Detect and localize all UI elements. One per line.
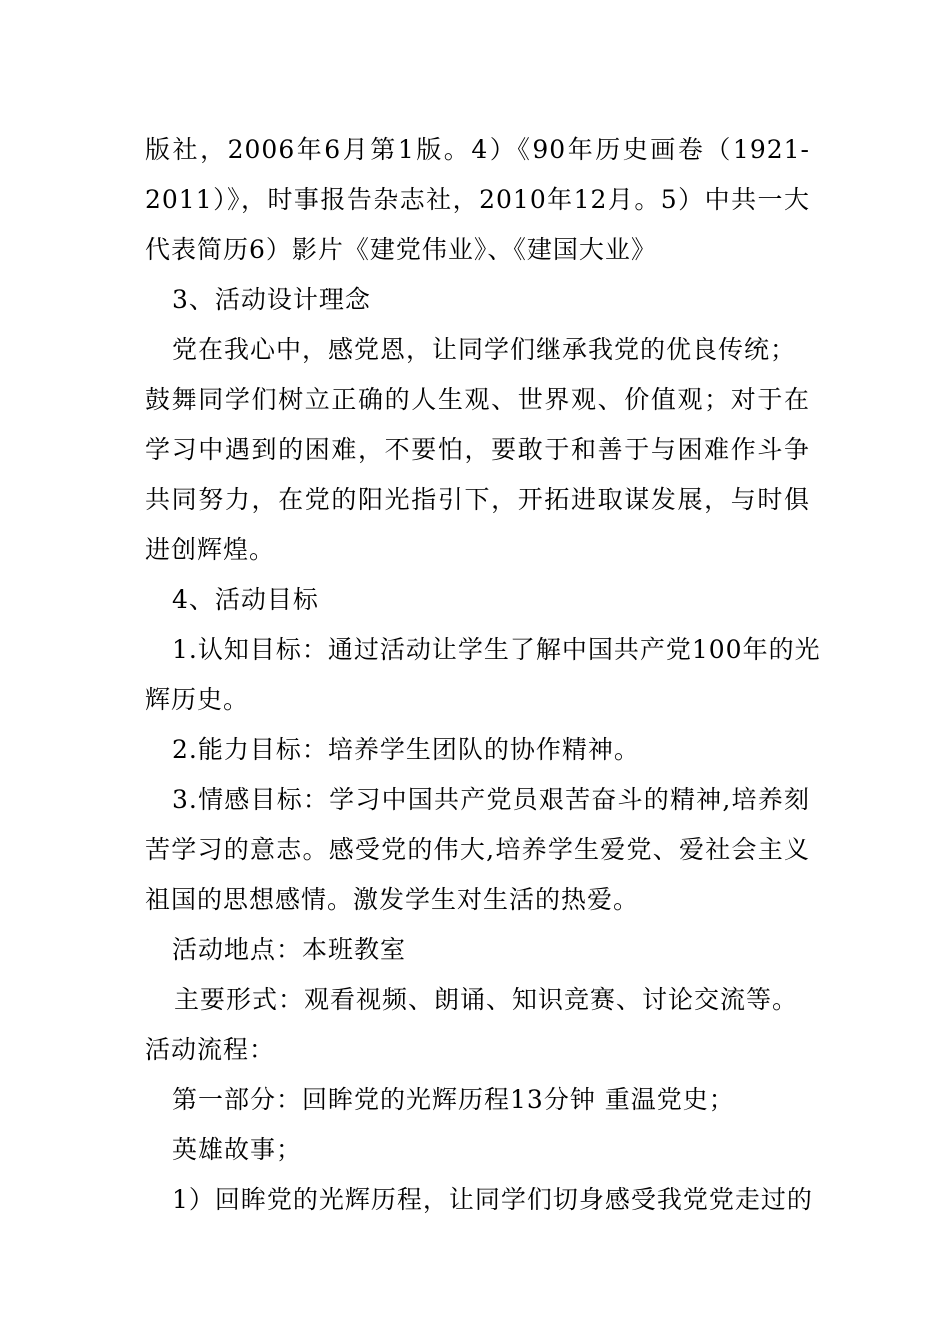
text-line-9: 进创辉煌。 bbox=[145, 535, 276, 564]
text-line-3: 代表简历6）影片《建党伟业》、《建国大业》 bbox=[145, 235, 657, 264]
text-line-8: 共同努力，在党的阳光指引下，开拓进取谋发展，与时俱 bbox=[145, 485, 810, 514]
text-line-1: 版社，2006年6月第1版。4）《90年历史画卷（1921- bbox=[145, 135, 810, 164]
goal-cognitive-line-2: 辉历史。 bbox=[145, 685, 250, 714]
activity-format: 主要形式：观看视频、朗诵、知识竞赛、讨论交流等。 bbox=[174, 985, 799, 1014]
goal-emotion-line-1: 3.情感目标：学习中国共产党员艰苦奋斗的精神,培养刻 bbox=[172, 785, 810, 814]
goal-emotion-line-2: 苦学习的意志。感受党的伟大,培养学生爱党、爱社会主义 bbox=[145, 835, 810, 864]
section-heading-design-concept: 3、活动设计理念 bbox=[172, 285, 371, 314]
goal-cognitive-line-1: 1.认知目标：通过活动让学生了解中国共产党100年的光 bbox=[172, 635, 821, 664]
process-part-one: 第一部分：回眸党的光辉历程13分钟 重温党史； bbox=[172, 1085, 735, 1114]
text-line-2: 2011）》，时事报告杂志社，2010年12月。5）中共一大 bbox=[145, 185, 810, 214]
text-line-5: 党在我心中，感党恩，让同学们继承我党的优良传统； bbox=[172, 335, 797, 364]
process-step-1: 1）回眸党的光辉历程，让同学们切身感受我党党走过的 bbox=[172, 1185, 813, 1214]
text-line-7: 学习中遇到的困难，不要怕，要敢于和善于与困难作斗争 bbox=[145, 435, 810, 464]
section-heading-goals: 4、活动目标 bbox=[172, 585, 319, 614]
process-hero-stories: 英雄故事； bbox=[172, 1135, 303, 1164]
goal-ability: 2.能力目标：培养学生团队的协作精神。 bbox=[172, 735, 640, 764]
text-line-6: 鼓舞同学们树立正确的人生观、世界观、价值观；对于在 bbox=[145, 385, 810, 414]
activity-process-heading: 活动流程： bbox=[145, 1035, 276, 1064]
activity-location: 活动地点：本班教室 bbox=[172, 935, 407, 964]
goal-emotion-line-3: 祖国的思想感情。激发学生对生活的热爱。 bbox=[145, 885, 640, 914]
